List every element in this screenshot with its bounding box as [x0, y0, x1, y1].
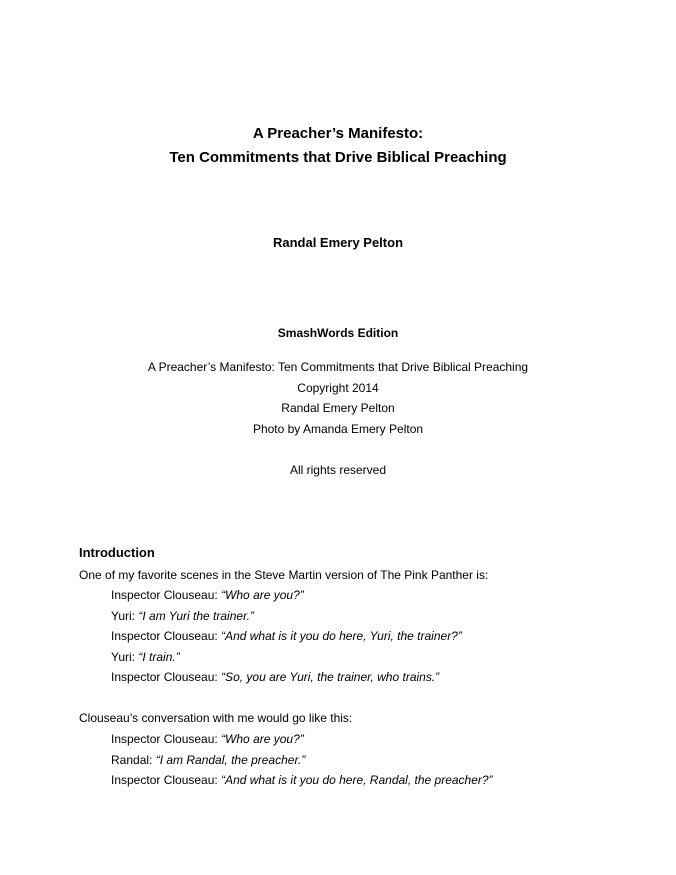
introduction-heading: Introduction	[79, 545, 155, 560]
copyright-title: A Preacher’s Manifesto: Ten Commitments that Drive Biblical Preaching	[147, 360, 529, 374]
dialog-quote: “Who are you?”	[221, 588, 304, 602]
dialog-speaker: Inspector Clouseau:	[111, 670, 222, 684]
dialog-speaker: Inspector Clouseau:	[111, 732, 222, 746]
dialog-quote: “I am Yuri the trainer.”	[138, 609, 254, 623]
dialog-quote: “I am Randal, the preacher.”	[155, 753, 306, 767]
dialog-speaker: Inspector Clouseau:	[111, 588, 222, 602]
dialog-quote: “And what is it you do here, Randal, the preacher?”	[221, 773, 493, 787]
dialog-speaker: Randal:	[111, 753, 156, 767]
intro-paragraph-1: One of my favorite scenes in the Steve Martin version of The Pink Panther is:	[79, 568, 489, 582]
dialog-line	[111, 773, 493, 787]
edition-label: SmashWords Edition	[277, 326, 399, 340]
title-line-2: Ten Commitments that Drive Biblical Preaching	[169, 149, 507, 166]
dialog-quote: “And what is it you do here, Yuri, the trainer?”	[221, 629, 462, 643]
dialog-line	[111, 670, 439, 684]
photo-credit: Photo by Amanda Emery Pelton	[252, 422, 424, 436]
dialog-line	[111, 609, 254, 623]
copyright-author: Randal Emery Pelton	[281, 401, 395, 415]
dialog-line	[111, 650, 180, 664]
intro-paragraph-2: Clouseau’s conversation with me would go like this:	[79, 711, 353, 725]
dialog-line	[111, 753, 305, 767]
dialog-quote: “So, you are Yuri, the trainer, who trains.”	[221, 670, 440, 684]
dialog-speaker: Inspector Clouseau:	[111, 629, 222, 643]
dialog-quote: “Who are you?”	[221, 732, 304, 746]
dialog-line	[111, 629, 462, 643]
dialog-speaker: Yuri:	[111, 609, 139, 623]
rights-statement: All rights reserved	[289, 463, 387, 477]
title-line-1: A Preacher’s Manifesto:	[252, 125, 424, 142]
dialog-line	[111, 588, 304, 602]
copyright-year: Copyright 2014	[297, 381, 379, 395]
dialog-quote: “I train.”	[138, 650, 180, 664]
dialog-line	[111, 732, 304, 746]
dialog-speaker: Inspector Clouseau:	[111, 773, 222, 787]
dialog-speaker: Yuri:	[111, 650, 139, 664]
author-name: Randal Emery Pelton	[272, 235, 404, 250]
